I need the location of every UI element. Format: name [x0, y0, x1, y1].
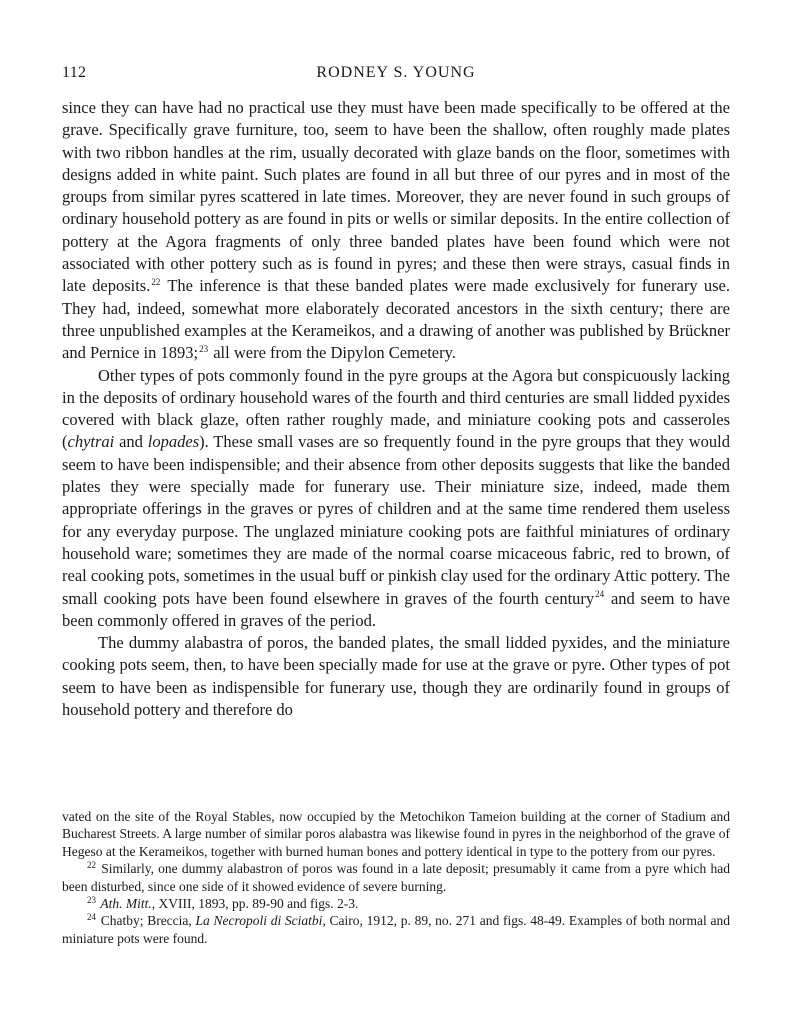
footnote-ref-23: 23	[199, 343, 209, 354]
page-number: 112	[62, 64, 87, 81]
footnote-23: $^{23}$ Ath. Mitt., XVIII, 1893, pp. 89-90 and figs. 2-3.	[87, 894, 359, 912]
body-text	[62, 97, 730, 721]
paragraph-1: since they can have had no practical use they must have been made specifically to be offered at the grave. Specifically grave furniture, too, seem to have been the shallow, often roughly made plates with two ribbon handles at the rim, usually decorated with glaze bands on the floor, sometimes with designs added in white paint. Such plates are found in all but three of our pyres and in most of the groups from similar pyres scattered in late times. Moreover, they are never found in such groups of ordinary household pottery as are found in pits or wells or similar deposits. In the entire collection of pottery at the Agora fragments of only three banded plates have been found which were not associated with other pottery such as is found in pyres; and these then were strays, casual finds in late deposits.$^{22}$ The inference is that these banded plates were made exclusively for funerary use. They had, indeed, somewhat more elaborately decorated ancestors in the sixth century; there are three unpublished examples at the Kerameikos, and a drawing of another was published by Brückner and Pernice in 1893;$^{23}$ all were from the Dipylon Cemetery.	[62, 98, 730, 363]
footnote-ref-24: 24	[595, 589, 605, 600]
footnote-ref-22: 22	[151, 276, 161, 287]
footnote-24: $^{24}$ Chatby; Breccia, La Necropoli di Sciatbi, Cairo, 1912, p. 89, no. 271 and figs. 48-49. Examples of both normal and miniature pots were found.	[62, 911, 730, 946]
page-header	[62, 64, 730, 86]
paragraph-3: The dummy alabastra of poros, the banded plates, the small lidded pyxides, and the miniature cooking pots seem, then, to have been specially made for use at the grave or pyre. Other types of pot seem to have been as indispensible for funerary use, though they are ordinarily found in groups of household pottery and therefore do	[62, 633, 730, 720]
footnotes	[62, 808, 730, 947]
paragraph-2: Other types of pots commonly found in the pyre groups at the Agora but conspicuously lacking in the deposits of ordinary household wares of the fourth and third centuries are small lidded pyxides covered with black glaze, often rather roughly made, and miniature cooking pots and casseroles (chytrai and lopades). These small vases are so frequently found in the pyre groups that they would seem to have been indispensible; and their absence from other deposits suggests that like the banded plates they were specially made for funerary use. Their miniature size, indeed, made them appropriate offerings in the graves or pyres of children and at the same time rendered them useless for any everyday purpose. The unglazed miniature cooking pots are faithful miniatures of ordinary household ware; sometimes they are made of the normal coarse micaceous fabric, red to brown, of real cooking pots, sometimes in the usual buff or pinkish clay used for the ordinary Attic pottery. The small cooking pots have been found elsewhere in graves of the fourth century$^{24}$ and seem to have been commonly offered in graves of the period.	[62, 365, 730, 630]
footnote-continuation: vated on the site of the Royal Stables, now occupied by the Metochikon Tameion building at the corner of Stadium and Bucharest Streets. A large number of similar poros alabastra was likewise found in pyres in the neighborhod of the grave of Hegeso at the Kerameikos, together with burned human bones and pottery identical in type to the pottery from our pyres.	[62, 809, 730, 859]
footnote-22: $^{22}$ Similarly, one dummy alabastron of poros was found in a late deposit; presumably it came from a pyre which had been disturbed, since one side of it showed evidence of severe burning.	[62, 859, 730, 894]
running-head: RODNEY S. YOUNG	[316, 64, 476, 81]
